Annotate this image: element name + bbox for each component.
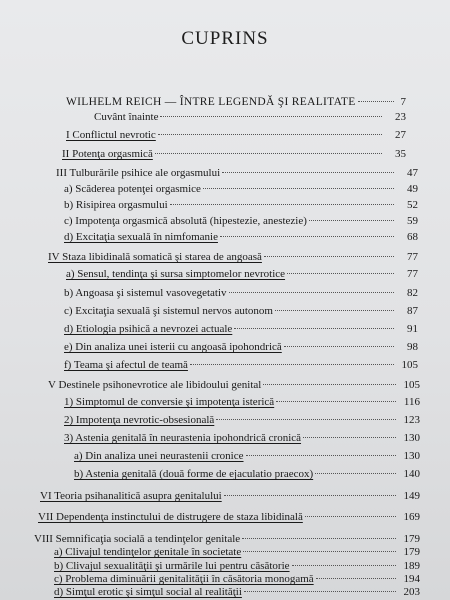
- toc-entry-label: III Tulburările psihice ale orgasmului: [56, 167, 221, 179]
- leader-dots: [242, 537, 396, 539]
- toc-entry-label: a) Din analiza unei neurastenii cronice: [74, 450, 244, 462]
- toc-entry-label: VIII Semnificaţia socială a tendinţelor genitale: [34, 533, 241, 545]
- leader-dots: [229, 291, 394, 293]
- toc-entry-page: 123: [403, 414, 420, 426]
- toc-entry: [64, 341, 418, 354]
- toc-entry-label: a) Scăderea potenţei orgasmice: [64, 183, 201, 195]
- leader-dots: [275, 309, 394, 311]
- leader-dots: [276, 400, 396, 402]
- toc-entry-label: IV Staza libidinală somatică şi starea de angoasă: [48, 251, 262, 263]
- leader-dots: [315, 472, 396, 474]
- toc-entry-label: 3) Astenia genitală în neurastenia ipohondrică cronică: [64, 432, 302, 444]
- toc-entry-label: VI Teoria psihanalitică asupra genitalului: [40, 490, 222, 502]
- leader-dots: [243, 550, 396, 552]
- toc-entry-intro: [66, 96, 406, 109]
- toc-entry-page: 27: [395, 129, 406, 141]
- toc-entry-label: d) Simţul erotic şi simţul social al realităţii: [54, 586, 242, 598]
- leader-dots: [160, 115, 382, 117]
- toc-entry-page: 140: [403, 468, 420, 480]
- toc-entry-page: 35: [395, 148, 406, 160]
- toc-entry-page: 87: [407, 305, 418, 317]
- toc-entry: [74, 450, 420, 463]
- toc-entry-page: 149: [403, 490, 420, 502]
- toc-chapter-vi: [40, 490, 420, 503]
- leader-dots: [358, 100, 394, 102]
- leader-dots: [303, 436, 396, 438]
- toc-entry-page: 68: [407, 231, 418, 243]
- toc-entry: [54, 546, 420, 559]
- toc-chapter-ii: [62, 148, 406, 161]
- leader-dots: [316, 577, 396, 579]
- toc-entry-page: 179: [403, 546, 420, 558]
- toc-entry-page: 77: [407, 268, 418, 280]
- toc-chapter-viii: [34, 533, 420, 546]
- leader-dots: [309, 219, 394, 221]
- toc-entry-page: 116: [403, 396, 420, 408]
- toc-entry-label: a) Sensul, tendinţa şi sursa simptomelor nevrotice: [66, 268, 286, 280]
- toc-entry-label: d) Excitaţia sexuală în nimfomanie: [64, 231, 218, 243]
- toc-entry-label: V Destinele psihonevrotice ale libidoului genital: [48, 379, 262, 391]
- leader-dots: [158, 133, 382, 135]
- toc-entry-label: WILHELM REICH — ÎNTRE LEGENDĂ ŞI REALITATE: [66, 96, 356, 108]
- toc-chapter-vii: [38, 511, 420, 524]
- toc-entry: [74, 468, 420, 481]
- toc-entry-label: b) Astenia genitală (două forme de ejaculatio praecox): [74, 468, 314, 480]
- toc-entry-page: 77: [407, 251, 418, 263]
- toc-entry: [66, 268, 418, 281]
- leader-dots: [246, 454, 396, 456]
- toc-entry: [64, 305, 418, 318]
- toc-entry-label: f) Teama şi afectul de teamă: [64, 359, 188, 371]
- leader-dots: [190, 363, 394, 365]
- toc-entry: [54, 573, 420, 586]
- toc-entry-page: 179: [403, 533, 420, 545]
- leader-dots: [305, 515, 396, 517]
- toc-entry-page: 7: [400, 96, 406, 108]
- toc-entry-label: d) Etiologia psihică a nevrozei actuale: [64, 323, 233, 335]
- toc-entry-label: c) Impotenţa orgasmică absolută (hipestezie, anestezie): [64, 215, 307, 227]
- toc-entry: [64, 396, 420, 409]
- page-title: CUPRINS: [181, 28, 269, 49]
- toc-entry-page: 189: [403, 560, 420, 572]
- toc-entry-label: b) Risipirea orgasmului: [64, 199, 168, 211]
- toc-entry-label: e) Din analiza unei isterii cu angoasă ipohondrică: [64, 341, 282, 353]
- leader-dots: [244, 590, 396, 592]
- toc-entry-page: 52: [407, 199, 418, 211]
- toc-entry-label: 2) Impotenţa nevrotic-obsesională: [64, 414, 215, 426]
- toc-entry-page: 130: [403, 450, 420, 462]
- toc-entry-label: II Potenţa orgasmică: [62, 148, 153, 160]
- leader-dots: [224, 494, 396, 496]
- toc-entry: [64, 199, 418, 212]
- toc-entry-page: 105: [403, 379, 420, 391]
- toc-entry-page: 49: [407, 183, 418, 195]
- toc-entry-label: I Conflictul nevrotic: [66, 129, 156, 141]
- toc-entry: [64, 231, 418, 244]
- leader-dots: [155, 152, 382, 154]
- toc-entry: [94, 111, 406, 124]
- toc-entry-label: c) Excitaţia sexuală şi sistemul nervos autonom: [64, 305, 273, 317]
- toc-entry: [64, 414, 420, 427]
- toc-entry-page: 47: [407, 167, 418, 179]
- toc-chapter-i: [66, 129, 406, 142]
- toc-entry-label: 1) Simptomul de conversie şi impotenţa isterică: [64, 396, 275, 408]
- toc-entry: [54, 560, 420, 573]
- toc-entry-page: 82: [407, 287, 418, 299]
- toc-entry-page: 105: [401, 359, 418, 371]
- leader-dots: [234, 327, 394, 329]
- toc-entry-label: c) Problema diminuării genitalităţii în căsătoria monogamă: [54, 573, 314, 585]
- leader-dots: [222, 171, 394, 173]
- toc-entry-page: 169: [403, 511, 420, 523]
- toc-entry: [64, 432, 420, 445]
- toc-entry-label: b) Clivajul sexualităţii şi urmările lui pentru căsătorie: [54, 560, 290, 572]
- toc-entry-page: 194: [403, 573, 420, 585]
- leader-dots: [292, 564, 396, 566]
- toc-entry: [64, 287, 418, 300]
- toc-entry-page: 59: [407, 215, 418, 227]
- toc-entry: [64, 215, 418, 228]
- toc-chapter-iv: [48, 251, 418, 264]
- leader-dots: [287, 272, 394, 274]
- toc-chapter-v: [48, 379, 420, 392]
- leader-dots: [220, 235, 394, 237]
- toc-chapter-iii: [56, 167, 418, 180]
- toc-entry-page: 91: [407, 323, 418, 335]
- toc-entry-page: 203: [403, 586, 420, 598]
- toc-entry-label: a) Clivajul tendinţelor genitale în societate: [54, 546, 242, 558]
- leader-dots: [263, 383, 396, 385]
- toc-entry-label: b) Angoasa şi sistemul vasovegetativ: [64, 287, 227, 299]
- toc-entry-page: 98: [407, 341, 418, 353]
- toc-entry-label: Cuvânt înainte: [94, 111, 159, 123]
- toc-entry-label: VII Dependenţa instinctului de distrugere de staza libidinală: [38, 511, 303, 523]
- toc-entry: [64, 359, 418, 372]
- leader-dots: [264, 255, 394, 257]
- toc-entry-page: 130: [403, 432, 420, 444]
- toc-entry-page: 23: [395, 111, 406, 123]
- toc-entry: [54, 586, 420, 599]
- leader-dots: [284, 345, 394, 347]
- leader-dots: [170, 203, 394, 205]
- leader-dots: [216, 418, 396, 420]
- leader-dots: [203, 187, 394, 189]
- toc-entry: [64, 323, 418, 336]
- toc-entry: [64, 183, 418, 196]
